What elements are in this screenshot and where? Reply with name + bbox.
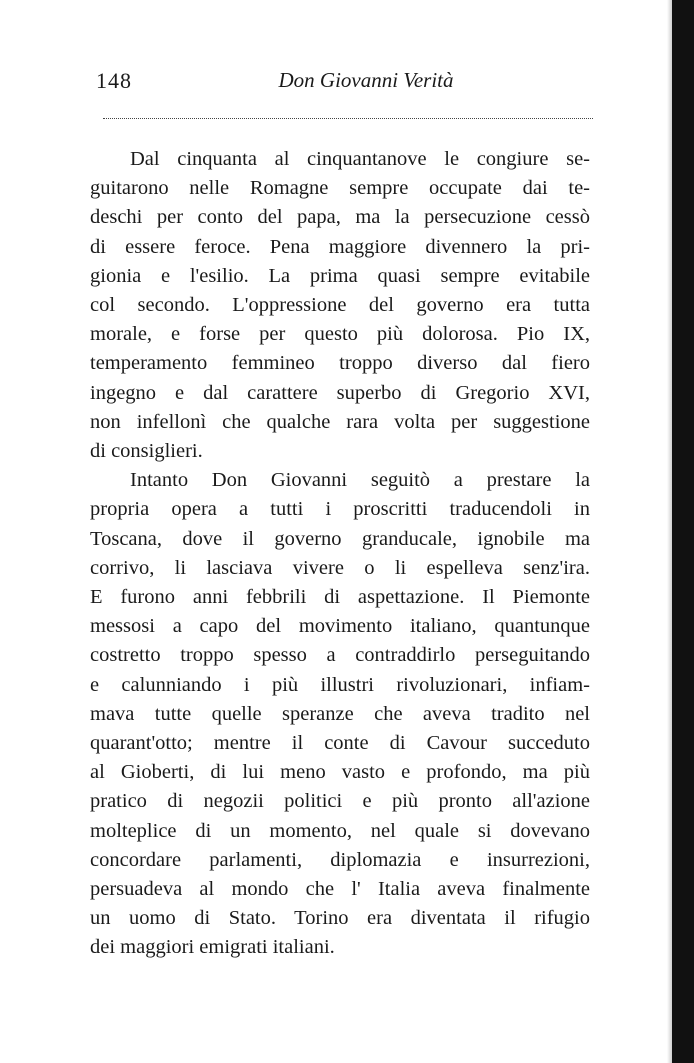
text-line: costretto troppo spesso a contraddirlo perseguitando [90, 644, 590, 667]
text-line: temperamento femmineo troppo diverso dal fiero [90, 352, 590, 375]
paragraph-1 [90, 145, 590, 466]
text-line: quarant'otto; mentre il conte di Cavour succeduto [90, 732, 590, 755]
text-line: messosi a capo del movimento italiano, quantunque [90, 615, 590, 638]
page-number: 148 [96, 68, 132, 93]
text-line: deschi per conto del papa, ma la persecuzione cessò [90, 206, 590, 229]
text-line: dei maggiori emigrati italiani. [90, 936, 335, 959]
header-rule [103, 118, 593, 119]
text-line: al Gioberti, di lui meno vasto e profondo, ma più [90, 761, 590, 784]
text-line: Toscana, dove il governo granducale, ignobile ma [90, 527, 590, 550]
text-line: Intanto Don Giovanni seguitò a prestare la [130, 469, 590, 492]
body-text [90, 145, 590, 963]
text-line: di consiglieri. [90, 440, 203, 463]
text-line: E furono anni febbrili di aspettazione. Il Piemonte [90, 586, 590, 609]
text-line: col secondo. L'oppressione del governo era tutta [90, 294, 590, 317]
text-line: un uomo di Stato. Torino era diventata il rifugio [90, 907, 590, 930]
page-header [96, 68, 596, 104]
text-line: guitarono nelle Romagne sempre occupate dai te- [90, 177, 590, 200]
text-line: e calunniando i più illustri rivoluzionari, infiam- [90, 673, 590, 696]
text-line: pratico di negozii politici e più pronto all'azione [90, 790, 590, 813]
text-line: persuadeva al mondo che l' Italia aveva finalmente [90, 878, 590, 901]
running-title: Don Giovanni Verità [278, 68, 454, 92]
paragraph-2 [90, 466, 590, 962]
text-line: morale, e forse per questo più dolorosa. Pio IX, [90, 323, 590, 346]
text-line: concordare parlamenti, diplomazia e insurrezioni, [90, 848, 590, 871]
text-line: non infellonì che qualche rara volta per suggestione [90, 410, 590, 433]
text-line: propria opera a tutti i proscritti traducendoli in [90, 498, 590, 521]
text-line: Dal cinquanta al cinquantanove le congiure se- [130, 148, 590, 170]
text-line: di essere feroce. Pena maggiore divennero la pri- [90, 235, 590, 258]
text-line: ingegno e dal carattere superbo di Gregorio XVI, [90, 381, 590, 404]
text-line: mava tutte quelle speranze che aveva tradito nel [90, 702, 590, 725]
text-line: molteplice di un momento, nel quale si dovevano [90, 819, 590, 842]
text-line: gionia e l'esilio. La prima quasi sempre evitabile [90, 264, 590, 287]
scan-edge [672, 0, 694, 1063]
text-line: corrivo, li lasciava vivere o li espelleva senz'ira. [90, 556, 590, 579]
